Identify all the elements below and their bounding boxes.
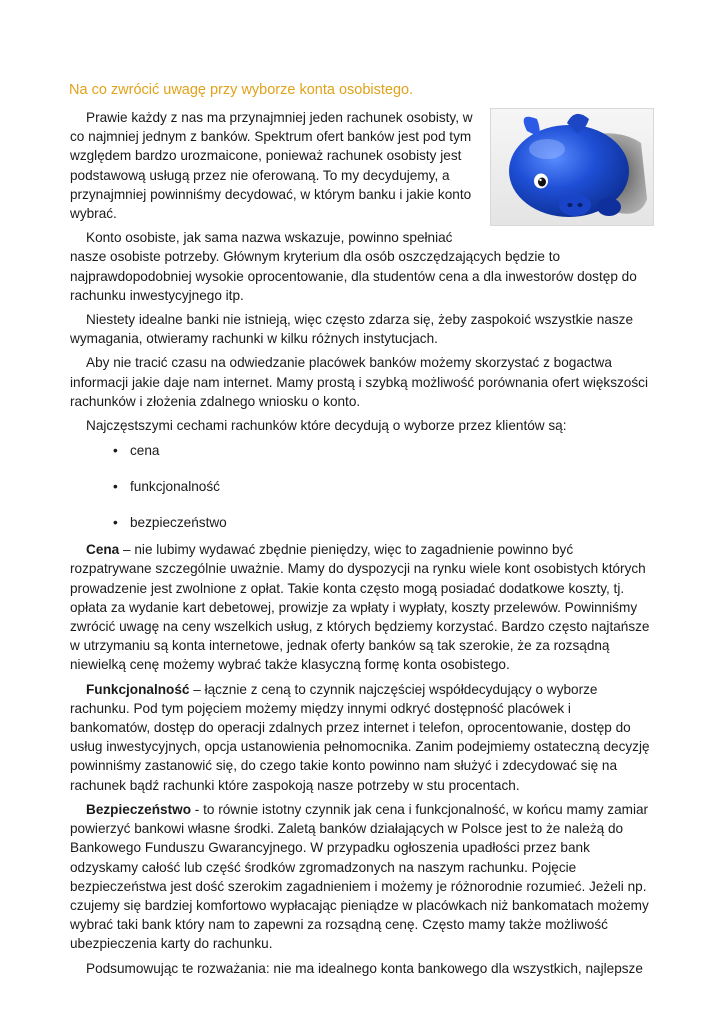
list-item-label: funkcjonalność — [130, 479, 220, 495]
section-term: Bezpieczeństwo — [86, 801, 191, 817]
bullet-icon: • — [113, 443, 118, 459]
page-title: Na co zwrócić uwagę przy wyborze konta osobistego. — [69, 82, 414, 98]
list-item — [70, 513, 654, 532]
section-text: – nie lubimy wydawać zbędnie pieniędzy, więc to zagadnienie powinno być rozpatrywane szczególnie uważnie. Mamy do dyspozycji na rynku wiele kont osobistych których prowadzenie jest zwolnione z opłat. Takie konta często mogą posiadać dodatkowe koszty, tj. opłata za wydanie kart debetowej, prowizje za wpłaty i wypłaty, koszty przelewów. Powinniśmy zwrócić uwagę na ceny wszelkich usług, z których będziemy korzystać. Bardzo często najtańsze w utrzymaniu są konta internetowe, jednak oferty banków są tak szerokie, że za rozsądną niewielką cenę możemy wybrać także klasyczną formę konta osobistego. — [70, 542, 650, 673]
summary-paragraph: Podsumowując te rozważania: nie ma idealnego konta bankowego dla wszystkich, najlepsze — [86, 960, 643, 976]
intro-section — [70, 108, 654, 305]
paragraph-2: Konto osobiste, jak sama nazwa wskazuje, powinno spełniać nasze osobiste potrzeby. Głównym kryterium dla osób oszczędzających będzie to najprawdopodobniej wysokie oprocentowanie, dla studentów cena a dla inwestorów dostęp do rachunku inwestycyjnego itp. — [70, 230, 637, 303]
section-text: - to równie istotny czynnik jak cena i funkcjonalność, w końcu mamy zamiar powierzyć bankowi własne środki. Zaletą banków działających w Polsce jest to że należą do Bankowego Funduszu Gwarancyjnego. W przypadku ogłoszenia upadłości przez bank odzyskamy całość lub część środków zgromadzonych na naszym rachunku. Pojęcie bezpieczeństwa jest dość szerokim zagadnieniem i możemy je różnorodnie rozumieć. Jeżeli np. czujemy się bardziej komfortowo wypłacając pieniądze w placówkach niż bankomatach możemy wybrać taki bank który nam to zapewni za rozsądną cenę. Często mamy także możliwość ubezpieczenia karty do rachunku. — [70, 801, 649, 952]
paragraph-3: Niestety idealne banki nie istnieją, więc często zdarza się, żeby zaspokoić wszystkie nasze wymagania, otwieramy rachunki w kilku różnych instytucjach. — [70, 312, 634, 347]
features-list — [70, 441, 654, 532]
list-item — [70, 477, 654, 496]
paragraph-1: Prawie każdy z nas ma przynajmniej jeden rachunek osobisty, w co najmniej jednym z banków. Spektrum ofert banków jest pod tym względem bardzo urozmaicone, ponieważ rachunek osobisty jest podstawową usługą przez nie oferowaną. To my decydujemy, a przynajmniej powinniśmy decydować, w którym banku i jakie konto wybrać. — [70, 110, 473, 222]
list-item-label: bezpieczeństwo — [130, 515, 227, 531]
section-funkcjonalnosc — [70, 680, 654, 795]
section-term: Funkcjonalność — [86, 681, 190, 697]
list-item-label: cena — [130, 443, 160, 459]
piggy-bank-image — [490, 108, 654, 226]
bullet-icon: • — [113, 479, 118, 495]
section-term: Cena — [86, 542, 120, 558]
document-page — [70, 80, 654, 983]
paragraph-4: Aby nie tracić czasu na odwiedzanie placówek banków możemy skorzystać z bogactwa informacji jakie daje nam internet. Mamy prostą i szybką możliwość porównania ofert większości rachunków i złożenia zdalnego wniosku o konto. — [70, 355, 648, 409]
section-cena — [70, 540, 654, 674]
bullet-icon: • — [113, 515, 118, 531]
section-text: – łącznie z ceną to czynnik najczęściej współdecydujący o wyborze rachunku. Pod tym pojęciem możemy między innymi odkryć dostępność placówek i bankomatów, dostęp do operacji zdalnych przez internet i telefon, oprocentowanie, dostęp do usług inwestycyjnych, opcja ustanowienia pełnomocnika. Zanim podejmiemy ostateczną decyzję powinniśmy zastanowić się, do czego takie konto powinno nam służyć i zdecydować się na rachunek bądź rachunki które zaspokoją nasze potrzeby w stu procentach. — [70, 681, 650, 793]
paragraph-5: Najczęstszymi cechami rachunków które decydują o wyborze przez klientów są: — [86, 418, 567, 434]
section-bezpieczenstwo — [70, 800, 654, 954]
piggy-bank-icon — [491, 109, 654, 226]
list-item — [70, 441, 654, 460]
